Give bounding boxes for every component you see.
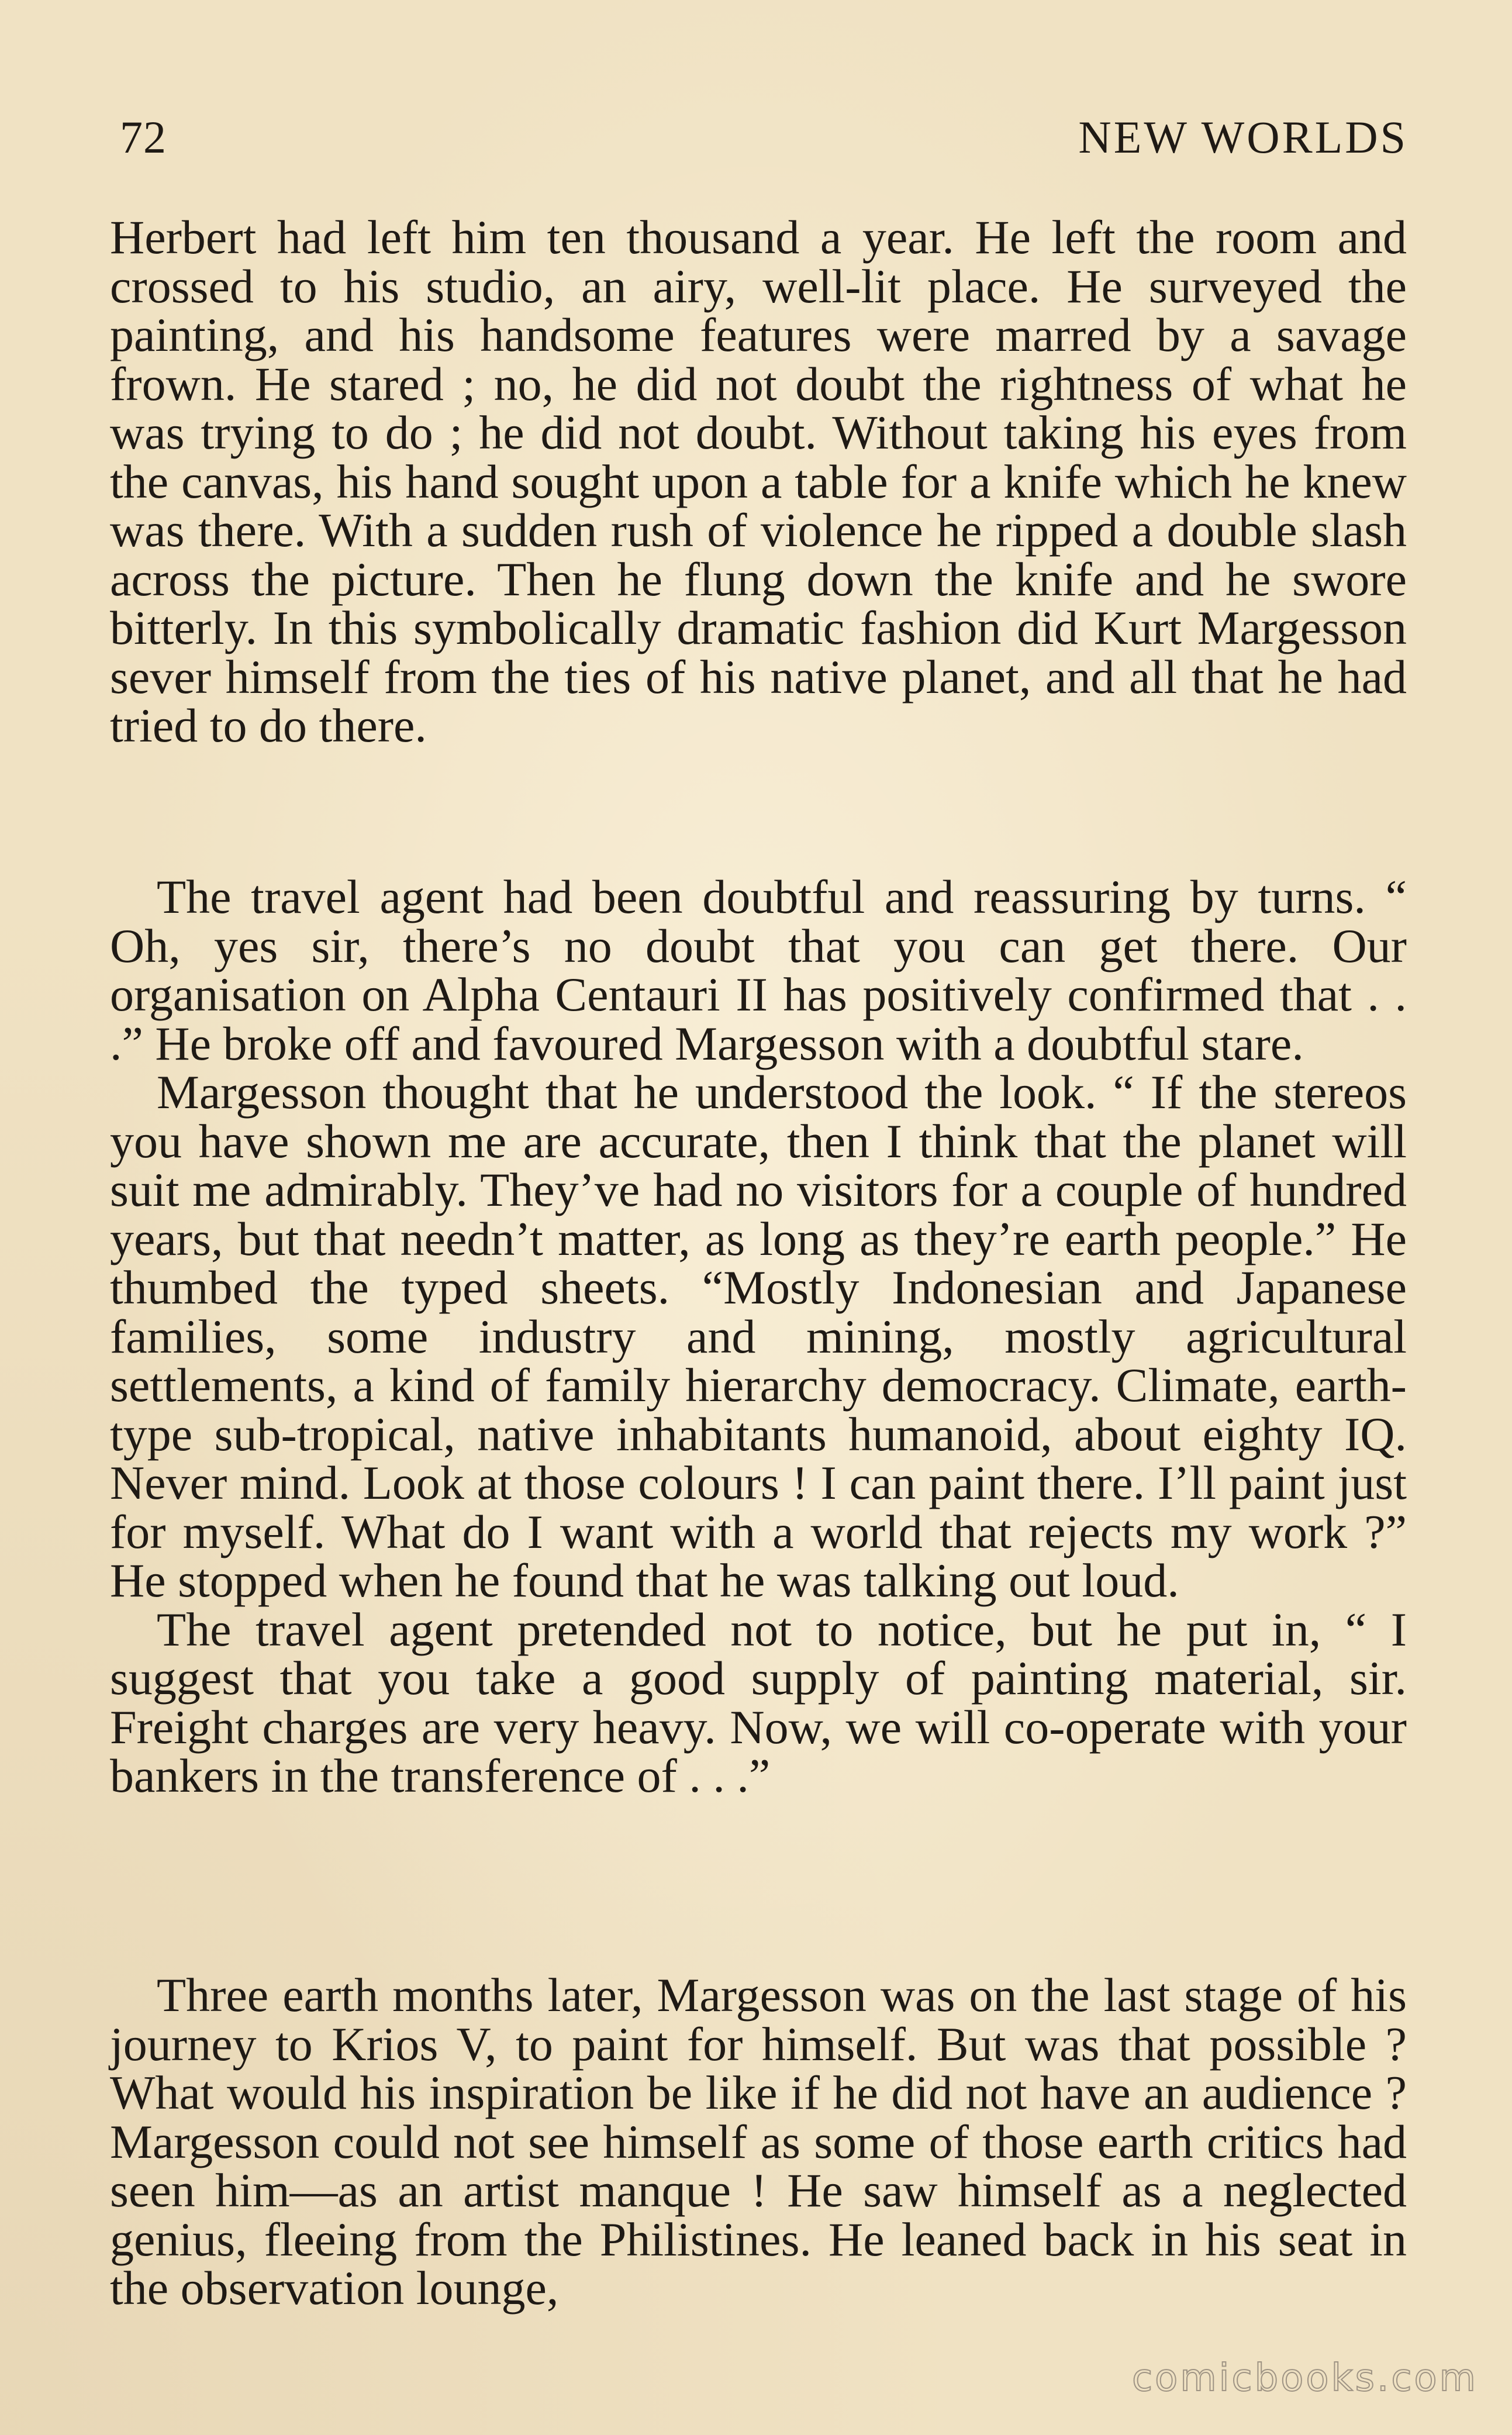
section-2 — [110, 872, 1407, 1801]
paragraph: The travel agent pretended not to notice, but he put in, “ I suggest that you take a good supply of painting material, sir. Freight charges are very heavy. Now, we will co-operate with your bankers in the transference of . . .” — [110, 1602, 1407, 1802]
page-number: 72 — [120, 112, 167, 163]
section-1 — [110, 213, 1407, 750]
paragraph: Margesson thought that he understood the look. “ If the stereos you have shown me are accurate, then I think that the planet will suit me admirably. They’ve had no visitors for a couple of hundred years, but that needn’t matter, as long as they’re earth people.” He thumbed the typed sheets. “Mostly Indonesian and Japanese families, some industry and mining, mostly agricultural settlements, a kind of family hierarchy democracy. Climate, earth-type sub-tropical, native inhabitants humanoid, about eighty IQ. Never mind. Look at those colours ! I can paint there. I’ll paint just for myself. What do I want with a world that rejects my work ?” He stopped when he found that he was talking out loud. — [110, 1065, 1407, 1607]
paragraph: Herbert had left him ten thousand a year. He left the room and crossed to his studio, an airy, well-lit place. He surveyed the painting, and his handsome features were marred by a savage frown. He stared ; no, he did not doubt the rightness of what he was trying to do ; he did not doubt. Without taking his eyes from the canvas, his hand sought upon a table for a knife which he knew was there. With a sudden rush of violence he ripped a double slash across the picture. Then he flung down the knife and he swore bitterly. In this symbolically dramatic fashion did Kurt Margesson sever himself from the ties of his native planet, and all that he had tried to do there. — [110, 211, 1407, 752]
page-header — [120, 111, 1408, 175]
section-3 — [110, 1968, 1407, 2315]
running-head: NEW WORLDS — [1078, 112, 1408, 163]
paragraph: The travel agent had been doubtful and reassuring by turns. “ Oh, yes sir, there’s no doubt that you can get there. Our organisation on Alpha Centauri II has positively confirmed that . . .” He broke off and favoured Margesson with a doubtful stare. — [110, 870, 1407, 1070]
watermark: comicbooks.com — [1131, 2357, 1478, 2400]
paragraph: Three earth months later, Margesson was on the last stage of his journey to Krios V, to paint for himself. But was that possible ? What would his inspiration be like if he did not have an audience ? Margesson could not see himself as some of those earth critics had seen him—as an artist manque ! He saw himself as a neglected genius, fleeing from the Philistines. He leaned back in his seat in the observation lounge, — [110, 1968, 1407, 2315]
